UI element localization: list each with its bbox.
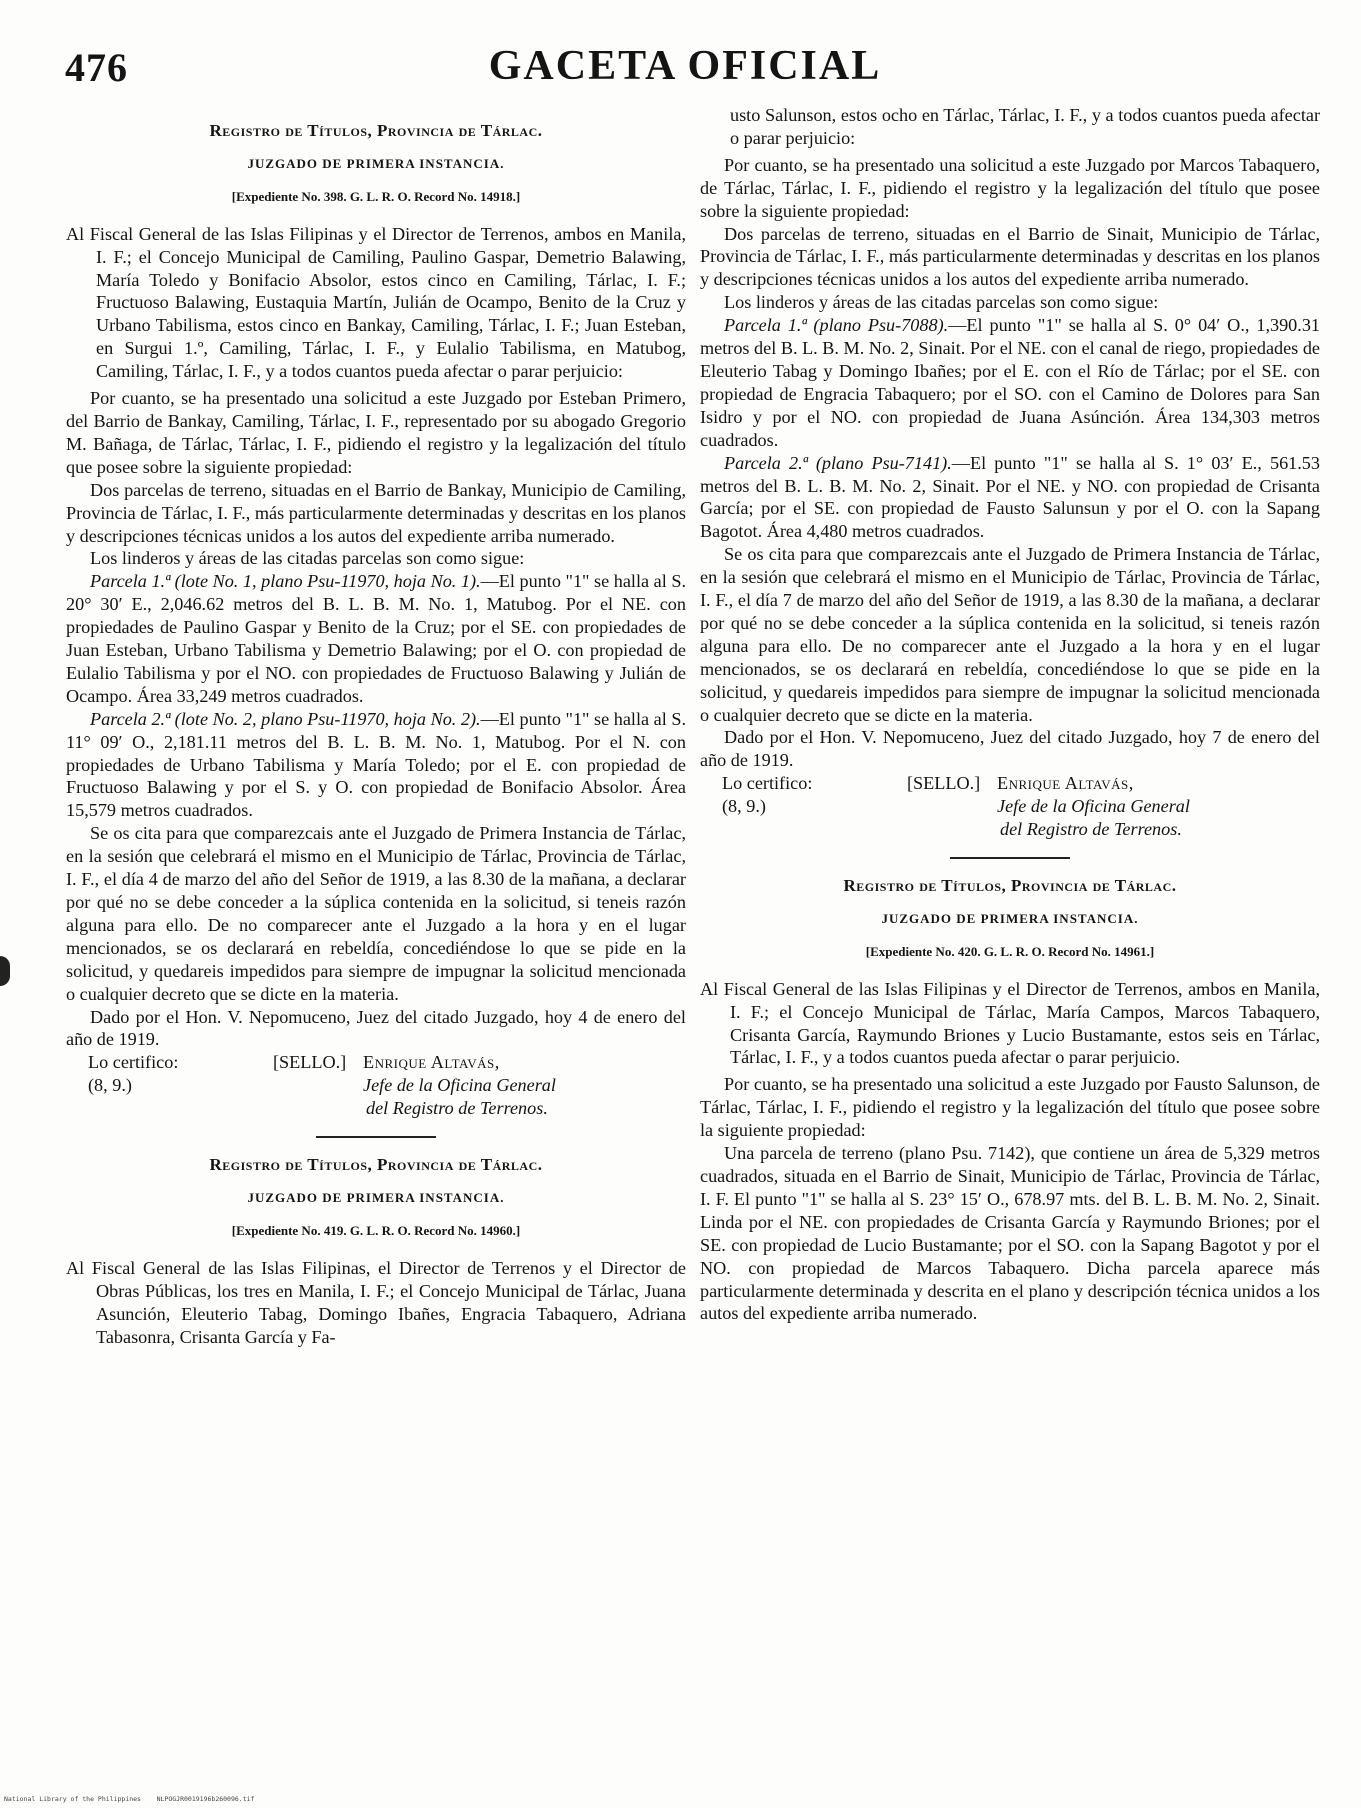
signer-name: Enrique Altavás, — [363, 1052, 500, 1073]
parcel-2-label: Parcela 2.ª (lote No. 2, plano Psu-11970, hoja No. 2). — [90, 708, 481, 729]
left-column — [66, 112, 686, 1352]
page-number: 476 — [65, 45, 128, 90]
issued-paragraph: Dado por el Hon. V. Nepomuceno, Juez del citado Juzgado, hoy 7 de enero del año de 1919. — [700, 727, 1320, 771]
certification-line — [66, 1051, 686, 1074]
docket-number: [Expediente No. 420. G. L. R. O. Record No. 14961.] — [865, 943, 1155, 959]
boundaries-intro: Los linderos y áreas de las citadas parcelas son como sigue: — [724, 292, 1159, 313]
addressees-continued: usto Salunson, estos ocho en Tárlac, Tárlac, I. F., y a todos cuantos pueda afectar o parar perjuicio: — [730, 105, 1320, 148]
court-name: JUZGADO DE PRIMERA INSTANCIA. — [247, 1189, 505, 1205]
binding-hole-mark — [0, 956, 10, 986]
notice-420 — [700, 875, 1320, 1325]
addressees: Al Fiscal General de las Islas Filipinas, el Director de Terrenos y el Director de Obras Públicas, los tres en Manila, I. F.; el Concejo Municipal de Tárlac, Juana Asunción, Eleuterio Tabag, Domingo Ibañes, Engracia Tabaquero, Adriana Tabasonra, Crisanta García y Fa- — [66, 1257, 686, 1347]
certify-label: Lo certifico: — [88, 1052, 179, 1073]
parcel-2-label: Parcela 2.ª (plano Psu-7141). — [724, 452, 952, 473]
petition-paragraph: Por cuanto, se ha presentado una solicitud a este Juzgado por Fausto Salunson, de Tárlac, Tárlac, I. F., pidiendo el registro y la legalización del título que posee sobre la siguiente propiedad: — [700, 1074, 1320, 1141]
summons-paragraph: Se os cita para que comparezcais ante el Juzgado de Primera Instancia de Tárlac, en la sesión que celebrará el mismo en el Municipio de Tárlac, Provincia de Tárlac, I. F., el día 7 de marzo del año del Señor de 1919, a las 8.30 de la mañana, a declarar por qué no se debe conceder a la súplica contenida en la solicitud, si teneis razón alguna para ello. De no comparecer ante el Juzgado a la hora y en el lugar mencionados, se os declarará en rebeldía, concediéndose lo que se pide en la solicitud, y quedareis impedidos para siempre de impugnar la solicitud mencionada o cualquier decreto que se dicte en la materia. — [700, 544, 1320, 725]
summons-paragraph: Se os cita para que comparezcais ante el Juzgado de Primera Instancia de Tárlac, en la sesión que celebrará el mismo en el Municipio de Tárlac, Provincia de Tárlac, I. F., el día 4 de marzo del año del Señor de 1919, a las 8.30 de la mañana, a declarar por qué no se debe conceder a la súplica contenida en la solicitud, si teneis razón alguna para ello. De no comparecer ante el Juzgado a la hora y en el lugar mencionados, se os declarará en rebeldía, concediéndose lo que se pide en la solicitud, y quedareis impedidos para siempre de impugnar la solicitud mencionada o cualquier decreto que se dicte en la materia. — [66, 823, 686, 1004]
seal-label: [SELLO.] — [273, 1052, 347, 1073]
signer-title-1: Jefe de la Oficina General — [997, 796, 1190, 817]
issue-refs: (8, 9.) — [722, 796, 766, 817]
notice-heading: Registro de Títulos, Provincia de Tárlac. — [209, 1155, 543, 1175]
section-divider — [950, 857, 1070, 859]
parcel-2-description — [66, 708, 686, 823]
refs-line — [66, 1074, 686, 1097]
docket-number: [Expediente No. 398. G. L. R. O. Record No. 14918.] — [231, 188, 521, 204]
page-header — [55, 42, 1315, 102]
petition-paragraph: Por cuanto, se ha presentado una solicitud a este Juzgado por Esteban Primero, del Barrio de Bankay, Camiling, Tárlac, I. F., representado por su abogado Gregorio M. Bañaga, de Tárlac, Tárlac, I. F., pidiendo el registro y la legalización del título que posee sobre la siguiente propiedad: — [66, 388, 686, 477]
gazette-title: GACETA OFICIAL — [488, 43, 882, 89]
court-name: JUZGADO DE PRIMERA INSTANCIA. — [881, 910, 1139, 926]
notice-419 — [66, 1154, 686, 1348]
petition-paragraph: Por cuanto, se ha presentado una solicitud a este Juzgado por Marcos Tabaquero, de Tárlac, Tárlac, I. F., pidiendo el registro y la legalización del título que posee sobre la siguiente propiedad: — [700, 154, 1320, 221]
signer-title-2: del Registro de Terrenos. — [366, 1098, 548, 1119]
certify-label: Lo certifico: — [722, 773, 813, 794]
notice-398 — [66, 120, 686, 1120]
notice-419-continued — [700, 104, 1320, 841]
issued-paragraph: Dado por el Hon. V. Nepomuceno, Juez del citado Juzgado, hoy 4 de enero del año de 1919. — [66, 1006, 686, 1050]
property-paragraph: Dos parcelas de terreno, situadas en el Barrio de Sinait, Municipio de Tárlac, Provincia de Tárlac, I. F., más particularmente determinadas y descritas en los planos y descripciones técnicas unidos a los autos del expediente arriba numerado. — [700, 223, 1320, 290]
seal-label: [SELLO.] — [907, 773, 981, 794]
addressees: Al Fiscal General de las Islas Filipinas y el Director de Terrenos, ambos en Manila, I. F.; el Concejo Municipal de Camiling, Paulino Gaspar, Demetrio Balawing, María Toledo y Bonifacio Absolor, estos cinco en Camiling, Tárlac, I. F.; Fructuoso Balawing, Eustaquia Martín, Julián de Ocampo, Benito de la Cruz y Urbano Tabilisma, estos cinco en Bankay, Camiling, Tárlac, I. F.; Juan Esteban, en Surgui 1.º, Camiling, Tárlac, I. F., y Eulalio Tabilisma, en Matubog, Camiling, Tárlac, I. F., y a todos cuantos pueda afectar o parar perjuicio: — [66, 223, 686, 382]
parcel-1-label: Parcela 1.ª (lote No. 1, plano Psu-11970, hoja No. 1). — [90, 571, 481, 592]
refs-line — [700, 795, 1320, 818]
notice-heading: Registro de Títulos, Provincia de Tárlac. — [209, 121, 543, 140]
section-divider — [316, 1136, 436, 1138]
notice-heading: Registro de Títulos, Provincia de Tárlac. — [843, 876, 1177, 895]
signer-title-2: del Registro de Terrenos. — [1000, 819, 1182, 840]
right-column — [700, 104, 1320, 1325]
parcel-1-description — [66, 570, 686, 707]
scan-footer: National Library of the Philippines NLPOGJR0019196b260096.tif — [4, 1795, 255, 1803]
property-paragraph: Una parcela de terreno (plano Psu. 7142), que contiene un área de 5,329 metros cuadrados, situada en el Barrio de Sinait, Municipio de Tárlac, Provincia de Tárlac, I. F. El punto "1" se halla al S. 23° 15′ O., 678.97 mts. del B. L. B. M. No. 2, Sinait. Linda por el NE. con propiedades de Crisanta García y Raymundo Briones; por el SE. con propiedad de Lucio Bustamante; por el SO. con la Sapang Bagotot y por el NO. con propiedad de Marcos Tabaquero. Dicha parcela aparece más particularmente determinada y descrita en el plano y descripción técnica unidos a los autos del expediente arriba numerado. — [700, 1143, 1320, 1324]
certification-line — [700, 772, 1320, 795]
parcel-1-label: Parcela 1.ª (plano Psu-7088). — [724, 315, 949, 336]
parcel-1-text: —El punto "1" se halla al S. 20° 30′ E., 2,046.62 metros del B. L. B. M. No. 1, Matubog. Por el NE. con propiedades de Paulino Gaspar y Benito de la Cruz; por el SE. con propiedades de Juan Esteban, Urbano Tabilisma y Demetrio Balawing; por el O. con propiedad de Eulalio Tabilisma y por el NO. con propiedades de Fructuoso Balawing y Julián de Ocampo. Área 33,249 metros cuadrados. — [66, 571, 686, 706]
court-name: JUZGADO DE PRIMERA INSTANCIA. — [247, 155, 505, 171]
issue-refs: (8, 9.) — [88, 1075, 132, 1096]
signer-name: Enrique Altavás, — [997, 773, 1134, 794]
docket-number: [Expediente No. 419. G. L. R. O. Record No. 14960.] — [231, 1222, 521, 1238]
boundaries-intro: Los linderos y áreas de las citadas parcelas son como sigue: — [90, 548, 525, 569]
signer-title-1: Jefe de la Oficina General — [363, 1075, 556, 1096]
parcel-2-text: —El punto "1" se halla al S. 11° 09′ O., 2,181.11 metros del B. L. B. M. No. 1, Matubog. Por el N. con propiedades de Urbano Tabilisma y María Toledo; por el E. con propiedad de Fructuoso Balawing y por el S. y O. con propiedad de Bonifacio Absolor. Área 15,579 metros cuadrados. — [66, 708, 686, 821]
parcel-2-description — [700, 452, 1320, 544]
addressees: Al Fiscal General de las Islas Filipinas y el Director de Terrenos, ambos en Manila, I. F.; el Concejo Municipal de Tárlac, María Campos, Marcos Tabaquero, Crisanta García, Raymundo Briones y Lucio Bustamante, estos seis en Tárlac, Tárlac, I. F., y a todos cuantos pueda afectar o parar perjuicio. — [700, 978, 1320, 1068]
parcel-1-text: —El punto "1" se halla al S. 0° 04′ O., 1,390.31 metros del B. L. B. M. No. 2, Sinait. Por el NE. con el canal de riego, propiedades de Eleuterio Tabag y Domingo Ibañes; por el E. con el Río de Tárlac; por el SE. con propiedad de Engracia Tabaquero; por el SO. con el Camino de Dolores para San Isidro y por el NO. con propiedad de Juana Asúnción. Área 134,303 metros cuadrados. — [700, 315, 1321, 450]
parcel-1-description — [700, 314, 1320, 451]
property-paragraph: Dos parcelas de terreno, situadas en el Barrio de Bankay, Municipio de Camiling, Provincia de Tárlac, I. F., más particularmente determinadas y descritas en los planos y descripciones técnicas unidos a los autos del expediente arriba numerado. — [66, 479, 686, 546]
parcel-2-text: —El punto "1" se halla al S. 1° 03′ E., 561.53 metros del B. L. B. M. No. 2, Sinait. Por el NE. y NO. con propiedad de Crisanta García; por el SE. con propiedad de Fausto Salunsun y por el O. con la Sapang Bagotot. Área 4,480 metros cuadrados. — [700, 452, 1320, 542]
